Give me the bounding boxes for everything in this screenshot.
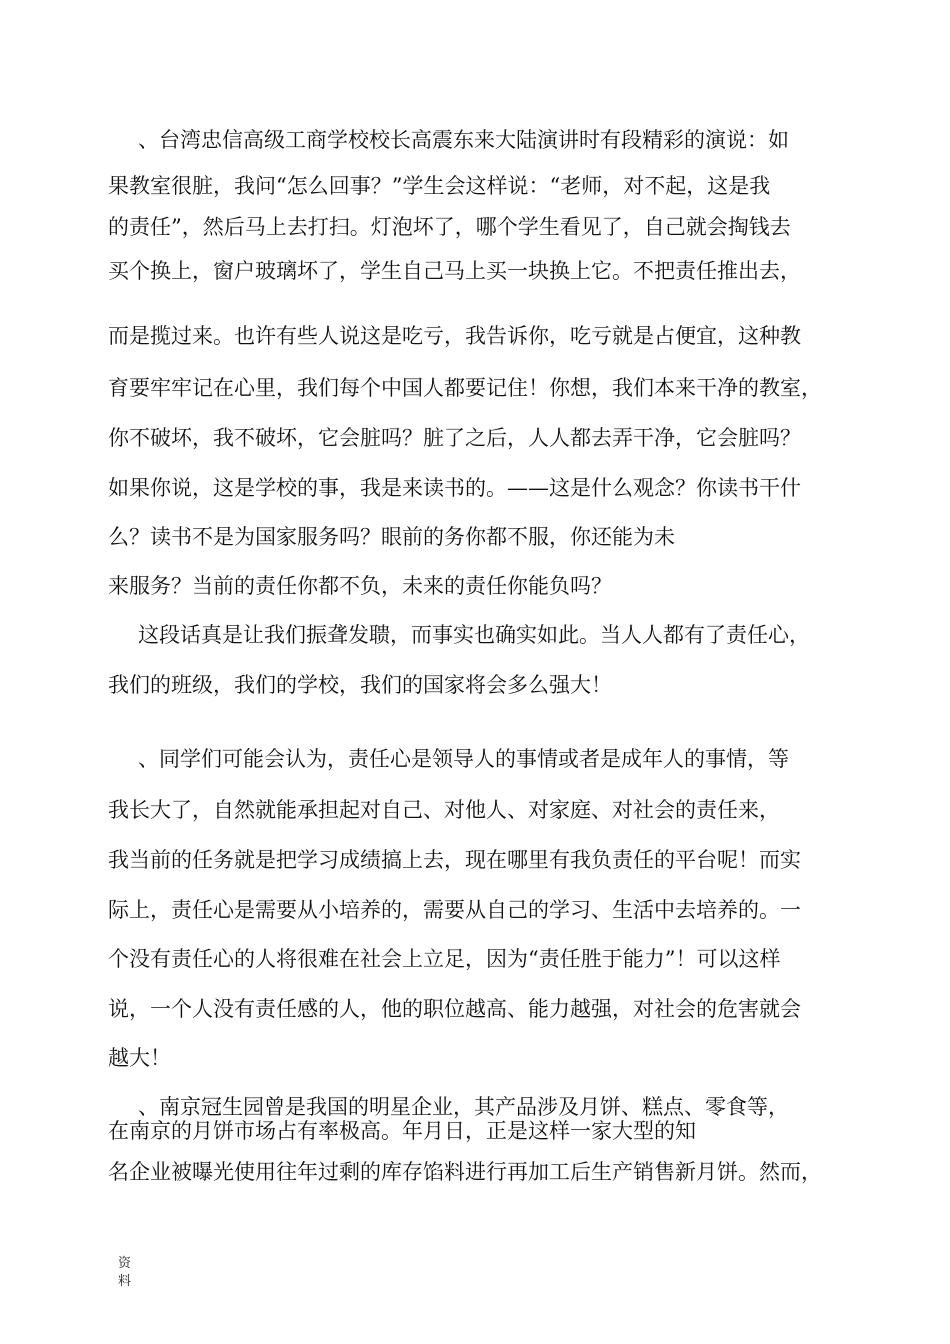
text-line: 果教室很脏，我问“怎么回事？”学生会这样说：“老师，对不起，这是我 [108, 174, 771, 198]
text-line: 我们的班级，我们的学校，我们的国家将会多么强大！ [108, 673, 612, 697]
text-line: 个没有责任心的人将很难在社会上立足，因为“责任胜于能力”！可以这样 [108, 947, 781, 971]
text-line: 越大！ [108, 1046, 171, 1070]
text-line: 而是揽过来。也许有些人说这是吃亏，我告诉你，吃亏就是占便宜，这种教 [108, 324, 801, 348]
text-line: 买个换上，窗户玻璃坏了，学生自己马上买一块换上它。不把责任推出去， [108, 259, 801, 283]
text-line: 如果你说，这是学校的事，我是来读书的。——这是什么观念？你读书干什 [108, 476, 801, 500]
text-line: 、台湾忠信高级工商学校校长高震东来大陆演讲时有段精彩的演说：如 [138, 128, 789, 152]
text-line: 么？读书不是为国家服务吗？眼前的务你都不服，你还能为未 [108, 525, 675, 549]
text-line: 我长大了，自然就能承担起对自己、对他人、对家庭、对社会的责任来， [108, 798, 780, 822]
text-line: 名企业被曝光使用往年过剩的库存馅料进行再加工后生产销售新月饼。然而， [108, 1160, 822, 1184]
text-line: 来服务？当前的责任你都不负，未来的责任你能负吗？ [108, 574, 612, 598]
footer-mark: 资 [118, 1256, 132, 1271]
text-line: 这段话真是让我们振聋发聩，而事实也确实如此。当人人都有了责任心， [138, 623, 810, 647]
text-line: 你不破坏，我不破坏，它会脏吗？脏了之后，人人都去弄干净，它会脏吗？ [108, 426, 801, 450]
text-line: 、南京冠生园曾是我国的明星企业，其产品涉及月饼、糕点、零食等， [138, 1095, 789, 1119]
footer-mark: 料 [118, 1274, 132, 1289]
text-line: 育要牢牢记在心里，我们每个中国人都要记住！你想，我们本来干净的教室， [108, 376, 822, 400]
text-line: 说，一个人没有责任感的人，他的职位越高、能力越强，对社会的危害就会 [108, 997, 801, 1021]
text-line: 的责任”，然后马上去打扫。灯泡坏了，哪个学生看见了，自己就会掏钱去 [108, 215, 791, 239]
text-line: 际上，责任心是需要从小培养的，需要从自己的学习、生活中去培养的。一 [108, 898, 801, 922]
text-line: 我当前的任务就是把学习成绩搞上去，现在哪里有我负责任的平台呢！而实 [108, 848, 801, 872]
text-line: 、同学们可能会认为，责任心是领导人的事情或者是成年人的事情，等 [138, 747, 789, 771]
text-line: 在南京的月饼市场占有率极高。年月日，正是这样一家大型的知 [108, 1119, 696, 1143]
